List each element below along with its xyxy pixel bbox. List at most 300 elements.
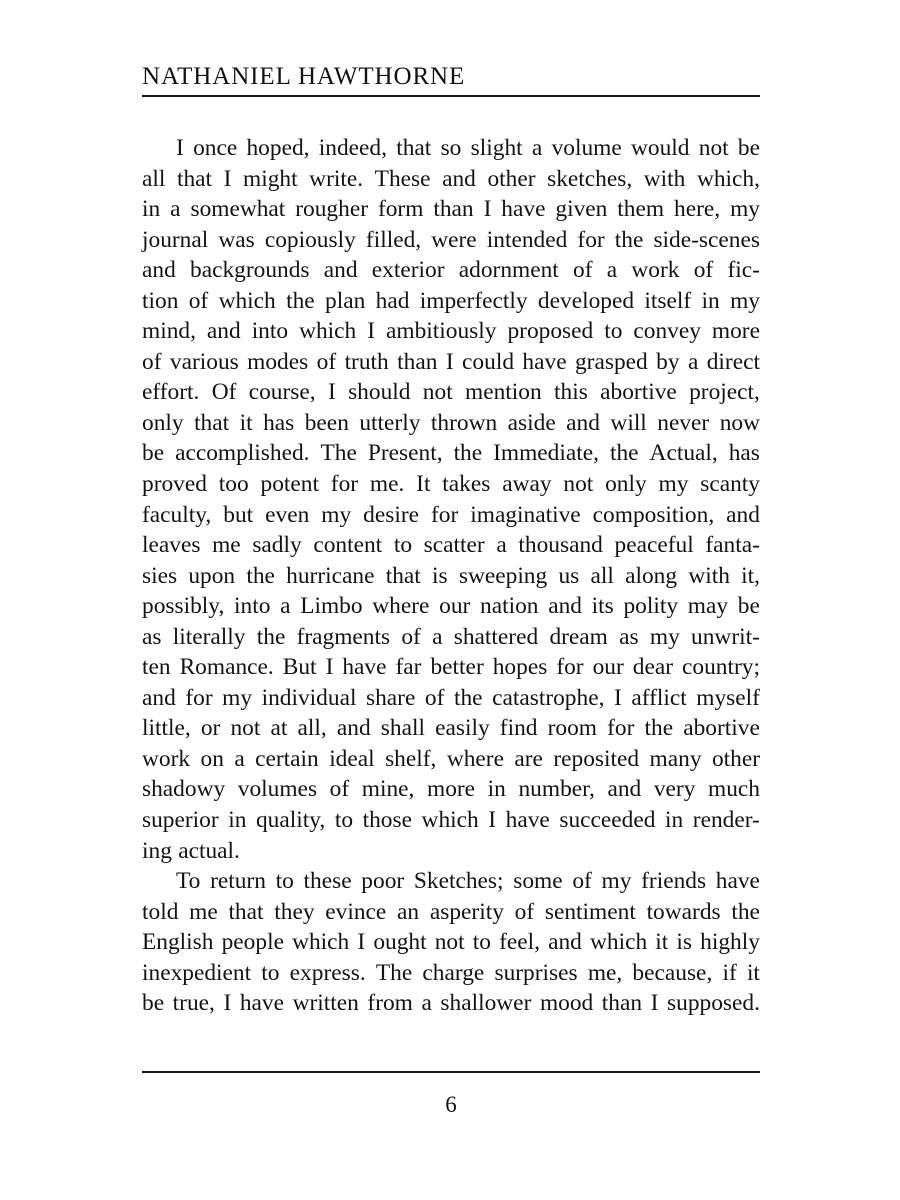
- word: asperity: [429, 898, 504, 925]
- word: for: [330, 471, 359, 498]
- word: even: [265, 501, 310, 528]
- text-line: [142, 347, 760, 378]
- text-line: [142, 744, 760, 775]
- word: and: [142, 684, 176, 711]
- word: not: [434, 929, 465, 956]
- word: much: [708, 776, 760, 803]
- word: of: [573, 257, 593, 284]
- word: potent: [260, 471, 319, 498]
- word: have: [239, 990, 284, 1017]
- word: rougher: [295, 196, 368, 223]
- word: abortive: [600, 379, 677, 406]
- word: number,: [518, 776, 595, 803]
- word: ten: [142, 654, 171, 681]
- text-line: [142, 866, 760, 897]
- word: mention: [465, 379, 542, 406]
- word: people: [221, 929, 284, 956]
- word: should: [348, 379, 411, 406]
- word: me: [189, 898, 218, 925]
- body-text-block: [142, 133, 760, 1019]
- word: easily: [435, 715, 490, 742]
- word: the: [453, 684, 483, 711]
- word: which: [218, 287, 276, 314]
- word: ought: [373, 929, 427, 956]
- word: never: [657, 409, 710, 436]
- word: quality,: [255, 807, 326, 834]
- word: Immediate,: [493, 440, 599, 467]
- word: Limbo: [300, 593, 363, 620]
- word: my: [321, 501, 352, 528]
- word: direct: [706, 348, 760, 375]
- word: dream: [549, 623, 608, 650]
- word: country;: [682, 654, 760, 681]
- word: inexpedient: [142, 959, 252, 986]
- word: thousand: [518, 532, 603, 559]
- word: is: [432, 562, 448, 589]
- word: for: [607, 715, 635, 742]
- word: imaginative: [470, 501, 581, 528]
- word: to: [261, 959, 280, 986]
- word: other: [711, 745, 760, 772]
- word: convey: [633, 318, 701, 345]
- word: to: [275, 868, 294, 895]
- text-line: [142, 836, 760, 867]
- word: tion: [142, 287, 179, 314]
- word: have: [522, 348, 567, 375]
- word: has: [728, 440, 760, 467]
- word: I: [223, 165, 232, 192]
- text-line: [142, 713, 760, 744]
- text-line: [142, 774, 760, 805]
- text-line: [142, 316, 760, 347]
- word: that: [194, 409, 230, 436]
- word: a: [421, 990, 432, 1017]
- word: I: [650, 990, 659, 1017]
- word: by: [656, 348, 680, 375]
- word: in: [701, 287, 720, 314]
- word: return: [210, 868, 266, 895]
- word: shall: [380, 715, 425, 742]
- word: highly: [700, 929, 760, 956]
- text-line: [142, 438, 760, 469]
- word: of: [188, 287, 209, 314]
- word: so: [440, 135, 462, 161]
- word: truth: [344, 348, 389, 375]
- text-line: [142, 530, 760, 561]
- word: It: [416, 471, 431, 498]
- word: I: [488, 807, 497, 834]
- word: little,: [142, 715, 191, 742]
- text-line: [142, 469, 760, 500]
- word: it,: [741, 562, 760, 589]
- word: written: [292, 990, 359, 1017]
- word: with: [643, 165, 686, 192]
- word: reposited: [553, 745, 640, 772]
- text-line: [142, 652, 760, 683]
- word: are: [514, 745, 543, 772]
- word: a: [170, 196, 181, 223]
- text-line: [142, 805, 760, 836]
- word: I: [223, 990, 232, 1017]
- word: sies: [142, 562, 178, 589]
- word: I: [357, 929, 366, 956]
- word: fanta-: [705, 532, 760, 559]
- word: ideal: [329, 745, 375, 772]
- word: composition,: [592, 501, 715, 528]
- word: takes: [442, 471, 491, 498]
- word: was: [218, 226, 255, 253]
- word: away: [502, 471, 552, 498]
- word: be: [737, 593, 760, 620]
- word: express.: [289, 959, 366, 986]
- word: and: [607, 776, 642, 803]
- word: myself: [696, 684, 760, 711]
- word: has: [263, 409, 295, 436]
- word: were: [431, 226, 477, 253]
- running-head: [142, 62, 760, 92]
- word: Of: [211, 379, 237, 406]
- word: sweeping: [458, 562, 548, 589]
- word: But: [282, 654, 317, 681]
- word: than: [433, 196, 474, 223]
- word: all: [590, 562, 614, 589]
- word: These: [374, 165, 431, 192]
- word: catastrophe,: [492, 684, 605, 711]
- word: my: [649, 623, 680, 650]
- word: than: [397, 348, 438, 375]
- word: in: [142, 196, 161, 223]
- word: would: [631, 135, 690, 161]
- word: which: [421, 807, 479, 834]
- word: have: [715, 868, 760, 895]
- word: polity: [623, 593, 679, 620]
- word: supposed.: [667, 990, 760, 1017]
- word: English: [142, 929, 214, 956]
- text-line: [142, 500, 760, 531]
- word: of: [142, 348, 162, 375]
- word: Actual,: [649, 440, 718, 467]
- text-line: [142, 622, 760, 653]
- word: it: [239, 409, 253, 436]
- word: and: [442, 165, 476, 192]
- word: not: [230, 715, 261, 742]
- word: Present,: [367, 440, 443, 467]
- word: leaves: [142, 532, 201, 559]
- word: superior: [142, 807, 219, 834]
- word: of: [329, 776, 350, 803]
- word: once: [193, 135, 238, 161]
- word: The: [320, 440, 357, 467]
- text-line: [142, 958, 760, 989]
- word: my: [222, 684, 253, 711]
- word: unwrit-: [691, 623, 760, 650]
- word: ambitiously: [386, 318, 497, 345]
- word: ing: [142, 837, 172, 864]
- word: or: [200, 715, 221, 742]
- word: might: [243, 165, 298, 192]
- word: told: [142, 898, 179, 925]
- word: afflict: [631, 684, 687, 711]
- text-line: [142, 194, 760, 225]
- word: where: [446, 745, 504, 772]
- word: the: [246, 562, 275, 589]
- word: some: [513, 868, 563, 895]
- word: grasped: [574, 348, 648, 375]
- word: a: [496, 532, 507, 559]
- text-line: [142, 286, 760, 317]
- word: its: [591, 593, 614, 620]
- word: backgrounds: [190, 257, 310, 284]
- word: scatter: [423, 532, 485, 559]
- word: to: [334, 807, 354, 834]
- word: content: [313, 532, 383, 559]
- word: write.: [309, 165, 364, 192]
- word: had: [375, 287, 410, 314]
- text-line: [142, 255, 760, 286]
- word: for: [185, 684, 213, 711]
- word: all: [142, 165, 166, 192]
- word: that: [228, 898, 264, 925]
- word: may: [687, 593, 729, 620]
- word: I: [327, 379, 336, 406]
- word: more: [427, 776, 476, 803]
- word: true,: [172, 990, 215, 1017]
- word: faculty,: [142, 501, 212, 528]
- word: into: [251, 318, 289, 345]
- word: volume: [551, 135, 622, 161]
- text-line: [142, 225, 760, 256]
- word: of: [424, 684, 445, 711]
- word: hoped,: [246, 135, 310, 161]
- text-line: [142, 164, 760, 195]
- word: us: [558, 562, 580, 589]
- word: which,: [696, 165, 760, 192]
- word: it: [746, 959, 760, 986]
- word: towards: [646, 898, 721, 925]
- word: which: [299, 318, 357, 345]
- word: of: [401, 623, 421, 650]
- word: only: [142, 409, 184, 436]
- word: in: [665, 807, 684, 834]
- word: have: [342, 654, 387, 681]
- word: desire: [363, 501, 420, 528]
- word: the: [453, 440, 483, 467]
- word: the: [256, 623, 286, 650]
- word: succeeded: [559, 807, 656, 834]
- running-head-title: NATHANIEL HAWTHORNE: [142, 63, 466, 90]
- text-line: [142, 561, 760, 592]
- word: a: [687, 348, 699, 375]
- word: thrown: [430, 409, 498, 436]
- word: literally: [172, 623, 246, 650]
- word: fic-: [727, 257, 760, 284]
- word: too: [218, 471, 249, 498]
- word: from: [367, 990, 413, 1017]
- word: abortive: [683, 715, 760, 742]
- word: journal: [142, 226, 209, 253]
- word: be: [142, 440, 165, 467]
- word: friends: [641, 868, 707, 895]
- word: but: [223, 501, 254, 528]
- word: indeed,: [318, 135, 387, 161]
- text-line: [142, 591, 760, 622]
- word: only: [605, 471, 647, 498]
- word: I: [367, 318, 376, 345]
- word: poor: [361, 868, 405, 895]
- word: hurricane: [286, 562, 375, 589]
- word: Romance.: [179, 654, 274, 681]
- word: sketches,: [547, 165, 633, 192]
- word: very: [653, 776, 696, 803]
- word: because,: [632, 959, 713, 986]
- word: the: [644, 715, 674, 742]
- word: the: [731, 898, 760, 925]
- word: is: [676, 929, 693, 956]
- word: nation: [480, 593, 539, 620]
- word: on: [200, 745, 224, 772]
- word: and: [548, 593, 582, 620]
- word: actual.: [178, 837, 240, 864]
- word: plan: [325, 287, 366, 314]
- word: for: [556, 654, 584, 681]
- word: better: [430, 654, 484, 681]
- text-line: [142, 897, 760, 928]
- word: Sketches;: [413, 868, 504, 895]
- word: developed: [537, 287, 635, 314]
- word: in: [487, 776, 506, 803]
- word: that: [176, 165, 213, 192]
- word: which: [590, 929, 648, 956]
- word: filled,: [365, 226, 422, 253]
- word: could: [462, 348, 515, 375]
- word: them: [617, 196, 665, 223]
- word: than: [601, 990, 643, 1017]
- word: aside: [507, 409, 556, 436]
- text-line: [142, 988, 760, 1019]
- word: work: [631, 257, 680, 284]
- word: scanty: [700, 471, 760, 498]
- word: many: [649, 745, 702, 772]
- word: accomplished.: [175, 440, 310, 467]
- word: a: [280, 593, 291, 620]
- word: various: [169, 348, 239, 375]
- word: mood: [539, 990, 594, 1017]
- text-line: [142, 683, 760, 714]
- word: where: [372, 593, 430, 620]
- word: which: [292, 929, 350, 956]
- word: of: [572, 868, 592, 895]
- word: will: [610, 409, 647, 436]
- paragraph: [142, 133, 760, 866]
- word: shelf,: [385, 745, 437, 772]
- word: effort.: [142, 379, 200, 406]
- word: and: [726, 501, 760, 528]
- word: mine,: [361, 776, 415, 803]
- word: a: [432, 623, 443, 650]
- word: I: [176, 135, 184, 161]
- word: imperfectly: [419, 287, 528, 314]
- word: not: [563, 471, 594, 498]
- word: of: [316, 348, 337, 375]
- word: proved: [142, 471, 207, 498]
- word: somewhat: [190, 196, 286, 223]
- word: itself: [644, 287, 692, 314]
- word: I: [445, 348, 454, 375]
- word: to: [604, 318, 623, 345]
- word: shadowy: [142, 776, 226, 803]
- word: slight: [470, 135, 523, 161]
- word: render-: [692, 807, 760, 834]
- word: volumes: [237, 776, 318, 803]
- word: individual: [261, 684, 357, 711]
- word: find: [499, 715, 538, 742]
- word: along: [625, 562, 678, 589]
- word: been: [304, 409, 349, 436]
- word: those: [362, 807, 412, 834]
- word: certain: [255, 745, 319, 772]
- word: project,: [689, 379, 760, 406]
- word: an: [397, 898, 420, 925]
- word: our: [592, 654, 624, 681]
- word: peaceful: [614, 532, 694, 559]
- word: of: [693, 257, 714, 284]
- word: as: [142, 623, 162, 650]
- word: at: [270, 715, 288, 742]
- word: the: [614, 226, 644, 253]
- word: more: [711, 318, 760, 345]
- word: this: [554, 379, 588, 406]
- page-number: 6: [445, 1092, 457, 1117]
- word: possibly,: [142, 593, 225, 620]
- word: be: [142, 990, 165, 1017]
- word: have: [501, 196, 546, 223]
- word: for: [431, 501, 459, 528]
- word: the: [609, 440, 639, 467]
- word: the: [286, 287, 315, 314]
- word: work: [142, 745, 191, 772]
- word: and: [548, 929, 582, 956]
- word: of: [514, 898, 535, 925]
- word: exterior: [371, 257, 445, 284]
- word: I: [325, 654, 334, 681]
- word: surprises: [494, 959, 578, 986]
- word: that: [396, 135, 432, 161]
- word: a: [531, 135, 543, 161]
- word: now: [719, 409, 760, 436]
- word: far: [395, 654, 422, 681]
- word: a: [606, 257, 618, 284]
- word: shallower: [440, 990, 532, 1017]
- word: not: [422, 379, 453, 406]
- word: and: [323, 257, 358, 284]
- word: not: [698, 135, 729, 161]
- word: given: [555, 196, 608, 223]
- word: share: [366, 684, 416, 711]
- word: me,: [587, 959, 623, 986]
- word: me.: [369, 471, 405, 498]
- word: it: [655, 929, 669, 956]
- word: and: [142, 257, 176, 284]
- word: and: [336, 715, 371, 742]
- word: and: [206, 318, 241, 345]
- word: shattered: [453, 623, 539, 650]
- word: sentiment: [544, 898, 636, 925]
- word: mind,: [142, 318, 196, 345]
- word: my: [730, 287, 760, 314]
- word: proposed: [507, 318, 594, 345]
- word: hopes: [492, 654, 548, 681]
- word: fragments: [296, 623, 391, 650]
